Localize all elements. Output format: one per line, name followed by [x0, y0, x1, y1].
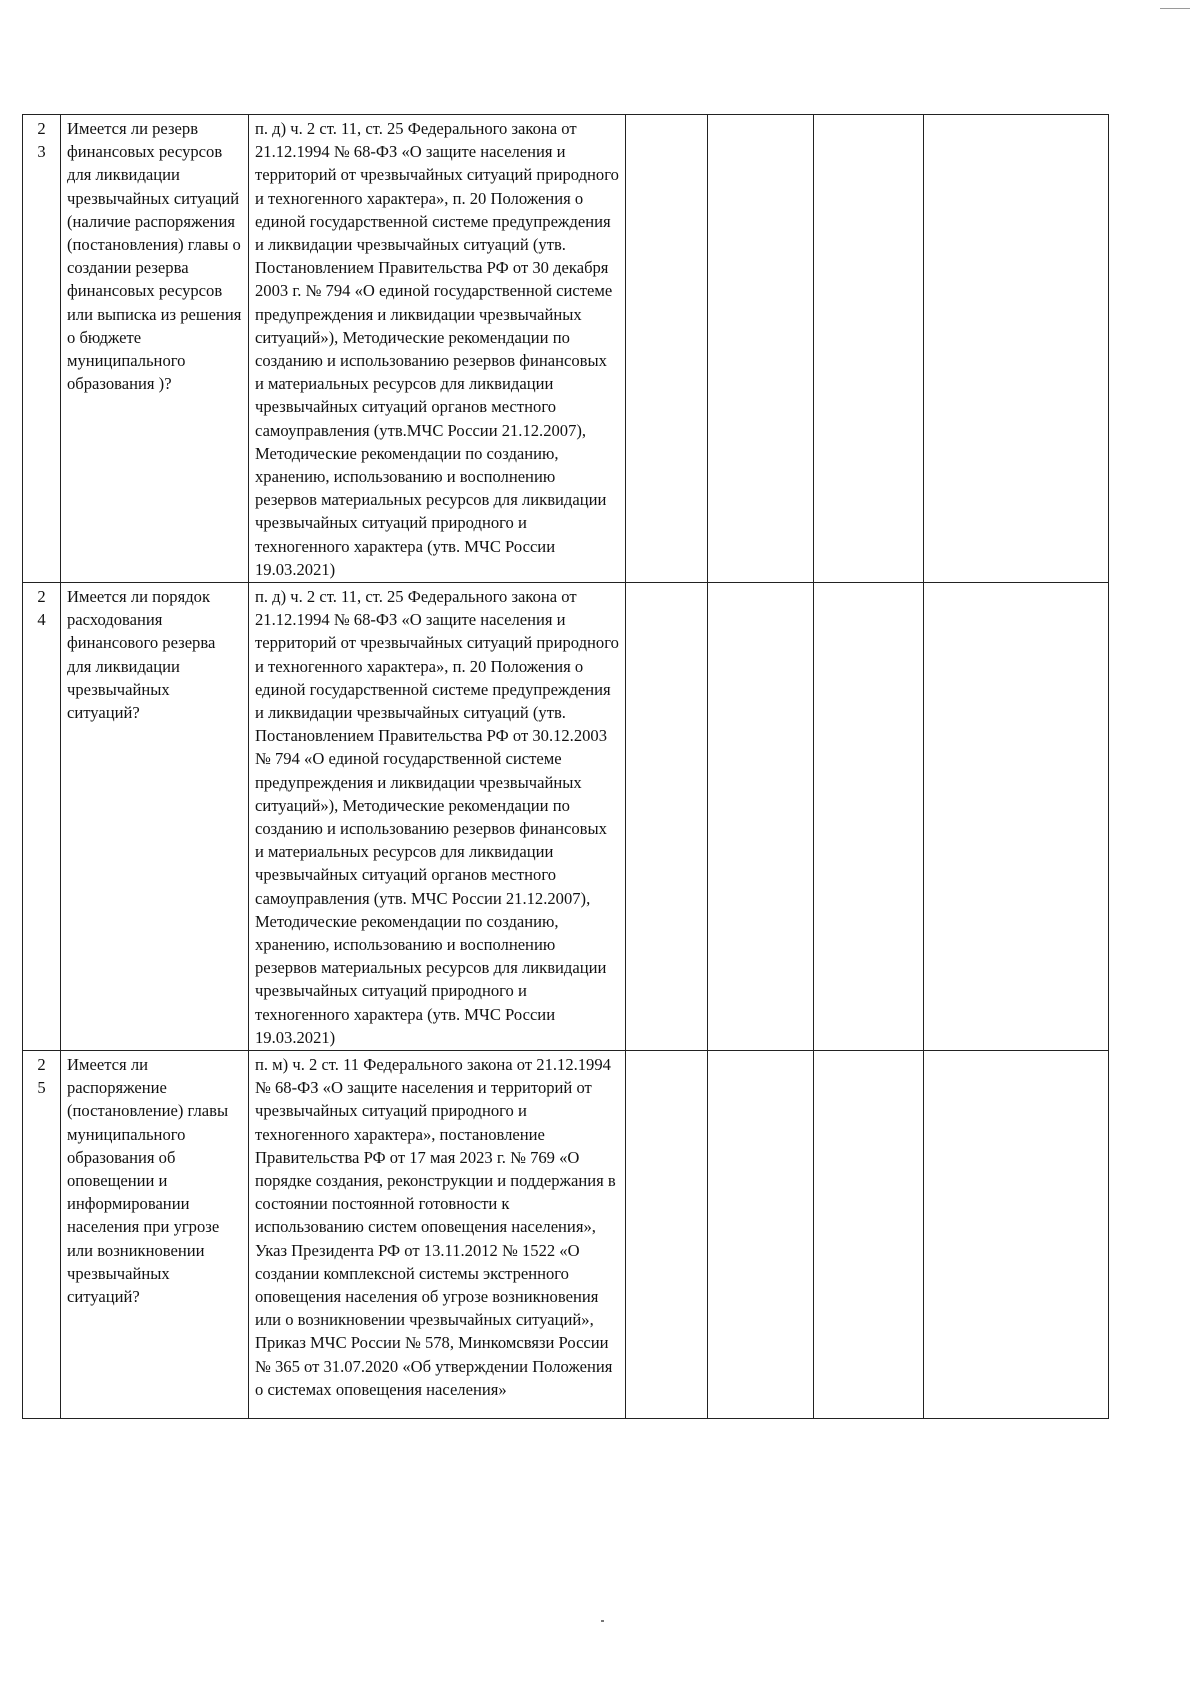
legal-basis-cell: [249, 115, 626, 583]
answer-no-cell: [708, 1051, 814, 1419]
legal-basis-text: п. м) ч. 2 ст. 11 Федерального закона от 21.12.1994 № 68-ФЗ «О защите населения и территорий от чрезвычайных ситуаций природного и техногенного характера», постановление Правительства РФ от 17 мая 2023 г. № 769 «О порядке создания, реконструкции и поддержания в состоянии постоянной готовности к использованию систем оповещения населения», Указ Президента РФ от 13.11.2012 № 1522 «О создании комплексной системы экстренного оповещения населения об угрозе возникновения или о возникновении чрезвычайных ситуаций», Приказ МЧС России № 578, Минкомсвязи России № 365 от 31.07.2020 «Об утверждении Положения о системах оповещения населения»: [255, 1055, 616, 1399]
answer-yes-cell: [626, 1051, 708, 1419]
answer-na-cell: [814, 115, 924, 583]
answer-na-cell: [814, 583, 924, 1051]
answer-no-cell: [708, 583, 814, 1051]
question-cell: [61, 583, 249, 1051]
legal-basis-cell: [249, 1051, 626, 1419]
answer-yes-cell: [626, 583, 708, 1051]
notes-cell: [924, 583, 1109, 1051]
row-number: 23: [37, 119, 46, 161]
question-text: Имеется ли порядок расходования финансового резерва для ликвидации чрезвычайных ситуаций?: [67, 587, 216, 723]
table-row: [23, 583, 1109, 1051]
scan-edge-mark: [1160, 8, 1190, 9]
checklist-table: [22, 114, 1109, 1419]
answer-no-cell: [708, 115, 814, 583]
notes-cell: [924, 115, 1109, 583]
legal-basis-text: п. д) ч. 2 ст. 11, ст. 25 Федерального закона от 21.12.1994 № 68-ФЗ «О защите населения и территорий от чрезвычайных ситуаций природного и техногенного характера», п. 20 Положения о единой государственной системе предупреждения и ликвидации чрезвычайных ситуаций (утв. Постановлением Правительства РФ от 30.12.2003 № 794 «О единой государственной системе предупреждения и ликвидации чрезвычайных ситуаций»), Методические рекомендации по созданию и использованию резервов финансовых и материальных ресурсов для ликвидации чрезвычайных ситуаций органов местного самоуправления (утв. МЧС России 21.12.2007), Методические рекомендации по созданию, хранению, использованию и восполнению резервов материальных ресурсов для ликвидации чрезвычайных ситуаций природного и техногенного характера (утв. МЧС России 19.03.2021): [255, 587, 619, 1047]
answer-na-cell: [814, 1051, 924, 1419]
row-number-cell: [23, 115, 61, 583]
notes-cell: [924, 1051, 1109, 1419]
table-row: [23, 115, 1109, 583]
answer-yes-cell: [626, 115, 708, 583]
row-number: 24: [37, 587, 46, 629]
legal-basis-text: п. д) ч. 2 ст. 11, ст. 25 Федерального закона от 21.12.1994 № 68-ФЗ «О защите населения и территорий от чрезвычайных ситуаций природного и техногенного характера», п. 20 Положения о единой государственной системе предупреждения и ликвидации чрезвычайных ситуаций (утв. Постановлением Правительства РФ от 30 декабря 2003 г. № 794 «О единой государственной системе предупреждения и ликвидации чрезвычайных ситуаций»), Методические рекомендации по созданию и использованию резервов финансовых и материальных ресурсов для ликвидации чрезвычайных ситуаций органов местного самоуправления (утв.МЧС России 21.12.2007), Методические рекомендации по созданию, хранению, использованию и восполнению резервов материальных ресурсов для ликвидации чрезвычайных ситуаций природного и техногенного характера (утв. МЧС России 19.03.2021): [255, 119, 619, 579]
question-text: Имеется ли распоряжение (постановление) главы муниципального образования об оповещении и информировании населения при угрозе или возникновении чрезвычайных ситуаций?: [67, 1055, 229, 1307]
scan-speck: [601, 1620, 604, 1622]
row-number: 25: [37, 1055, 46, 1097]
row-number-cell: [23, 1051, 61, 1419]
legal-basis-cell: [249, 583, 626, 1051]
question-cell: [61, 1051, 249, 1419]
question-text: Имеется ли резерв финансовых ресурсов для ликвидации чрезвычайных ситуаций (наличие распоряжения (постановления) главы о создании резерва финансовых ресурсов или выписка из решения о бюджете муниципального образования )?: [67, 119, 242, 394]
row-number-cell: [23, 583, 61, 1051]
question-cell: [61, 115, 249, 583]
table-row: [23, 1051, 1109, 1419]
